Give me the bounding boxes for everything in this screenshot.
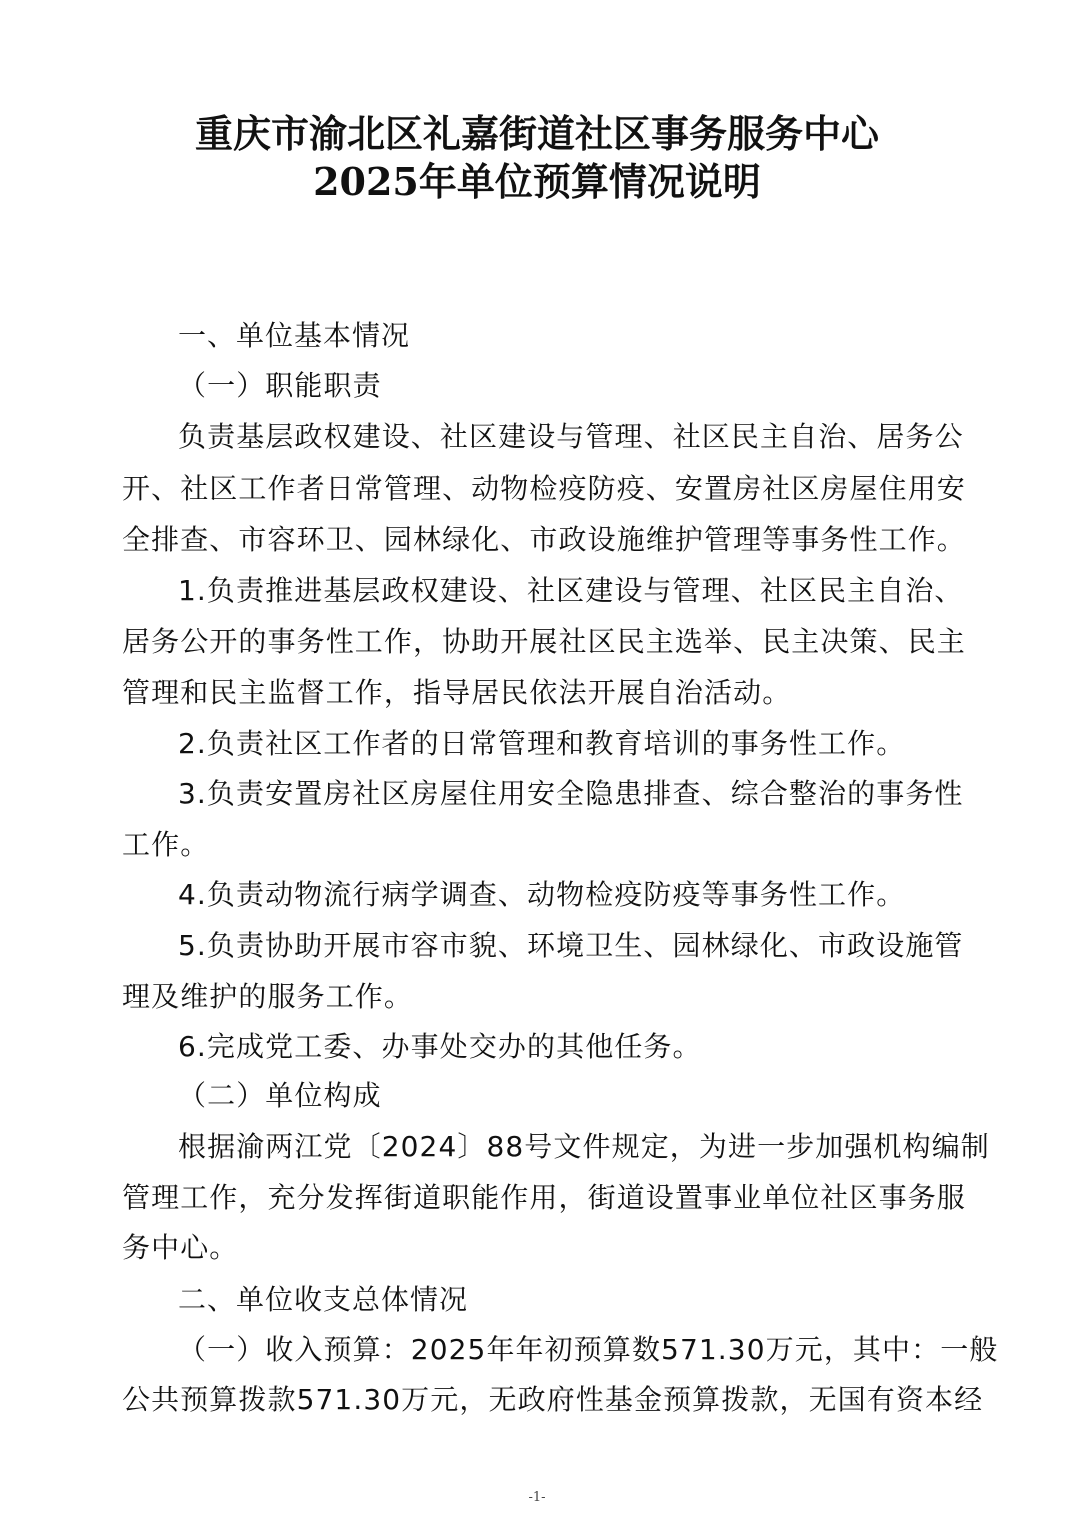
- page-number: -1-: [528, 1490, 546, 1505]
- paragraph-line: 全排查、市容环卫、园林绿化、市政设施维护管理等事务性工作。: [122, 523, 966, 556]
- list-item-3: 3.负责安置房社区房屋住用安全隐患排查、综合整治的事务性: [178, 777, 964, 810]
- paragraph-line: 居务公开的事务性工作，协助开展社区民主选举、民主决策、民主: [122, 625, 966, 658]
- paragraph-line: 开、社区工作者日常管理、动物检疫防疫、安置房社区房屋住用安: [122, 472, 966, 505]
- list-item-6: 6.完成党工委、办事处交办的其他任务。: [178, 1030, 702, 1063]
- list-item-5: 5.负责协助开展市容市貌、环境卫生、园林绿化、市政设施管: [178, 929, 964, 962]
- section-heading-2: 二、单位收支总体情况: [178, 1283, 469, 1316]
- list-item-2: 2.负责社区工作者的日常管理和教育培训的事务性工作。: [178, 727, 906, 760]
- paragraph-line: 管理和民主监督工作，指导居民依法开展自治活动。: [122, 676, 792, 709]
- paragraph-line: 工作。: [122, 828, 210, 861]
- paragraph-line: 根据渝两江党〔2024〕88号文件规定，为进一步加强机构编制: [178, 1130, 990, 1163]
- paragraph-line: （一）收入预算：2025年年初预算数571.30万元，其中：一般: [178, 1333, 999, 1366]
- paragraph-line: 负责基层政权建设、社区建设与管理、社区民主自治、居务公: [178, 420, 964, 453]
- list-item-4: 4.负责动物流行病学调查、动物检疫防疫等事务性工作。: [178, 878, 906, 911]
- subsection-heading-duties: （一）职能职责: [178, 369, 382, 402]
- paragraph-line: 理及维护的服务工作。: [122, 980, 414, 1013]
- paragraph-line: 管理工作，充分发挥街道职能作用，街道设置事业单位社区事务服: [122, 1181, 966, 1214]
- subsection-heading-structure: （二）单位构成: [178, 1079, 382, 1112]
- document-title-line-2: 2025年单位预算情况说明: [313, 159, 761, 204]
- list-item-1: 1.负责推进基层政权建设、社区建设与管理、社区民主自治、: [178, 574, 964, 607]
- document-title-line-1: 重庆市渝北区礼嘉街道社区事务服务中心: [194, 111, 879, 156]
- paragraph-line: 务中心。: [122, 1231, 239, 1264]
- paragraph-line: 公共预算拨款571.30万元，无政府性基金预算拨款，无国有资本经: [122, 1383, 984, 1416]
- section-heading-1: 一、单位基本情况: [178, 319, 411, 352]
